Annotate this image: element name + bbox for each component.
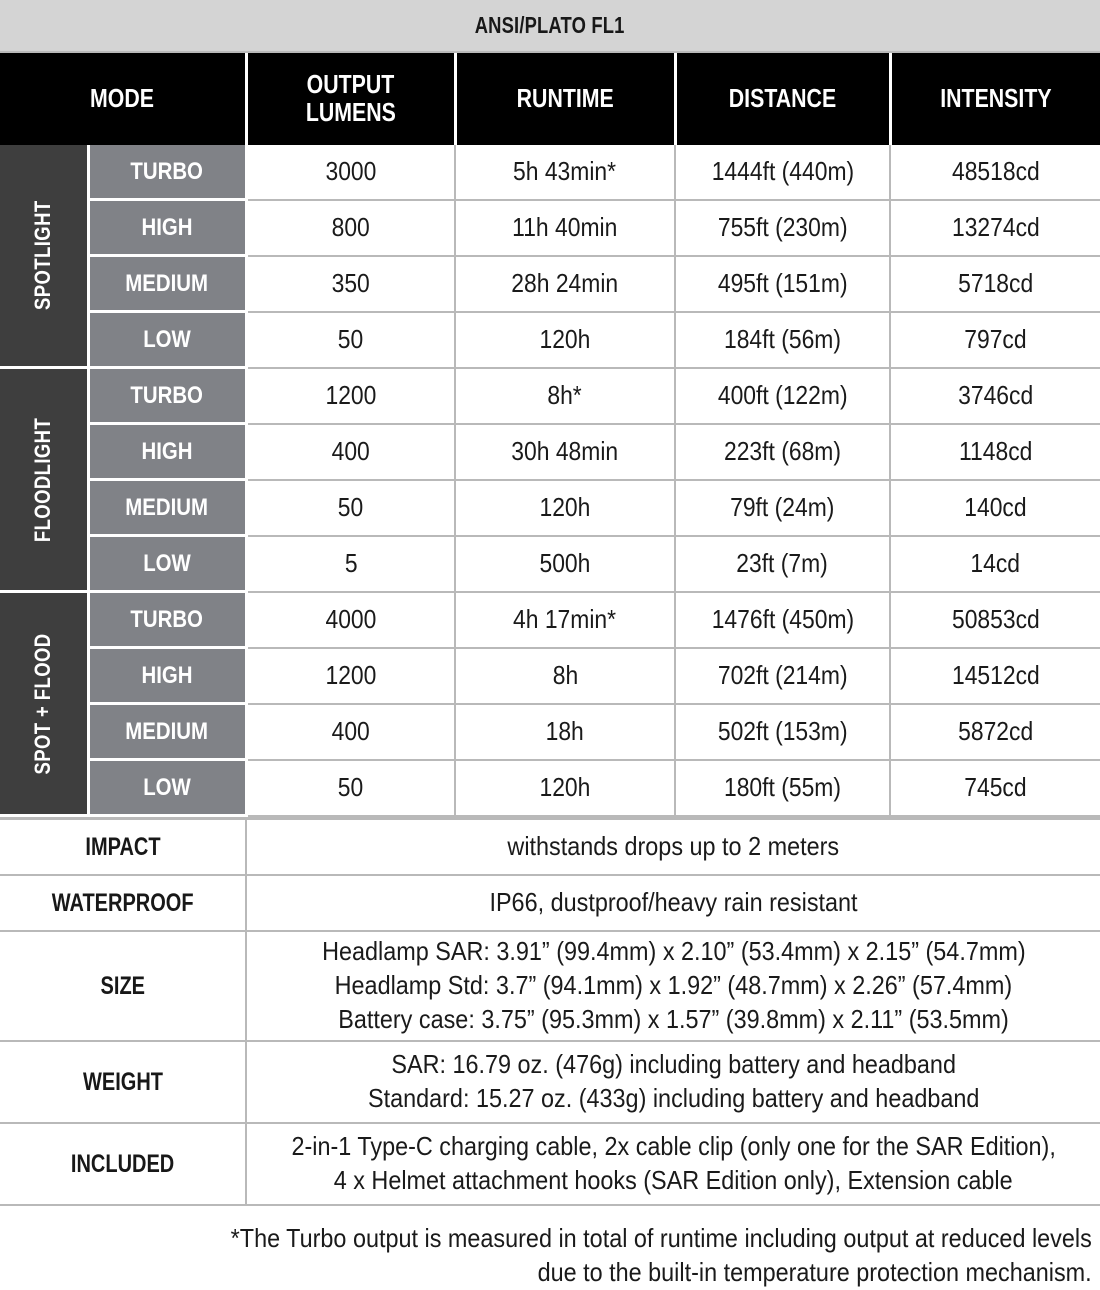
spec-row-included <box>0 1123 1100 1205</box>
table-row <box>0 592 1100 648</box>
table-row <box>0 256 1100 312</box>
footnote <box>0 1206 1100 1290</box>
lumens-cell: 50 <box>246 480 455 536</box>
mode-label: HIGH <box>141 437 193 465</box>
lumens-cell: 5 <box>246 536 455 592</box>
sheet-title-band <box>0 0 1100 53</box>
distance-cell: 184ft (56m) <box>675 312 890 368</box>
table-row <box>0 424 1100 480</box>
column-header-distance <box>675 53 890 145</box>
lumens-cell: 3000 <box>246 145 455 200</box>
mode-cell <box>88 648 246 704</box>
table-row <box>0 200 1100 256</box>
runtime-cell: 8h* <box>455 368 675 424</box>
mode-label: HIGH <box>141 213 193 241</box>
runtime-cell: 120h <box>455 760 675 816</box>
runtime-cell: 120h <box>455 480 675 536</box>
column-header-output-line2: LUMENS <box>305 97 396 127</box>
lumens-cell: 400 <box>246 704 455 760</box>
table-row <box>0 480 1100 536</box>
lumens-cell: 400 <box>246 424 455 480</box>
mode-label: LOW <box>143 549 191 577</box>
lumens-cell: 350 <box>246 256 455 312</box>
mode-cell <box>88 368 246 424</box>
group-label-floodlight <box>0 368 88 592</box>
runtime-cell: 500h <box>455 536 675 592</box>
group-label-text: FLOODLIGHT <box>30 417 56 542</box>
column-header-intensity-label: INTENSITY <box>940 83 1052 114</box>
group-label-text: SPOTLIGHT <box>30 200 56 311</box>
runtime-cell: 30h 48min <box>455 424 675 480</box>
mode-label: LOW <box>143 325 191 353</box>
mode-cell <box>88 200 246 256</box>
spec-label-size: SIZE <box>0 931 246 1041</box>
table-row <box>0 536 1100 592</box>
mode-cell <box>88 704 246 760</box>
column-header-distance-label: DISTANCE <box>728 83 837 114</box>
column-header-mode <box>0 53 246 145</box>
distance-cell: 1444ft (440m) <box>675 145 890 200</box>
intensity-cell: 5872cd <box>890 704 1100 760</box>
group-label-spot-plus-flood <box>0 592 88 816</box>
mode-label: MEDIUM <box>125 493 209 521</box>
lumens-cell: 50 <box>246 312 455 368</box>
mode-label: TURBO <box>130 381 204 409</box>
lumens-cell: 800 <box>246 200 455 256</box>
intensity-cell: 1148cd <box>890 424 1100 480</box>
lumens-cell: 1200 <box>246 648 455 704</box>
mode-cell <box>88 256 246 312</box>
spec-value-weight: SAR: 16.79 oz. (476g) including battery and headband Standard: 15.27 oz. (433g) including battery and headband <box>246 1041 1100 1123</box>
mode-cell <box>88 312 246 368</box>
runtime-cell: 5h 43min* <box>455 145 675 200</box>
column-header-output-line1: OUTPUT <box>306 69 395 100</box>
mode-label: MEDIUM <box>125 269 209 297</box>
distance-cell: 180ft (55m) <box>675 760 890 816</box>
table-row <box>0 760 1100 816</box>
runtime-cell: 8h <box>455 648 675 704</box>
mode-label: TURBO <box>130 605 204 633</box>
mode-cell <box>88 760 246 816</box>
distance-cell: 502ft (153m) <box>675 704 890 760</box>
distance-cell: 223ft (68m) <box>675 424 890 480</box>
group-label-text: SPOT + FLOOD <box>30 632 56 775</box>
distance-cell: 1476ft (450m) <box>675 592 890 648</box>
spec-value-included: 2-in-1 Type-C charging cable, 2x cable clip (only one for the SAR Edition), 4 x Helmet attachment hooks (SAR Edition only), Extension cable <box>246 1123 1100 1205</box>
lumens-cell: 50 <box>246 760 455 816</box>
distance-cell: 79ft (24m) <box>675 480 890 536</box>
spec-value-size: Headlamp SAR: 3.91” (99.4mm) x 2.10” (53.4mm) x 2.15” (54.7mm) Headlamp Std: 3.7” (94.1mm) x 1.92” (48.7mm) x 2.26” (57.4mm) Battery case: 3.75” (95.3mm) x 1.57” (39.8mm) x 2.11” (53.5mm) <box>246 931 1100 1041</box>
mode-cell <box>88 145 246 200</box>
footnote-line-2: due to the built-in temperature protection mechanism. <box>537 1256 1092 1287</box>
footnote-line-1: *The Turbo output is measured in total of runtime including output at reduced levels <box>230 1223 1092 1253</box>
spec-label-impact: IMPACT <box>0 820 246 875</box>
mode-label: MEDIUM <box>125 717 209 745</box>
column-header-runtime <box>455 53 675 145</box>
mode-label: HIGH <box>141 661 193 689</box>
mode-label: LOW <box>143 773 191 801</box>
intensity-cell: 13274cd <box>890 200 1100 256</box>
distance-cell: 23ft (7m) <box>675 536 890 592</box>
runtime-cell: 28h 24min <box>455 256 675 312</box>
column-header-mode-label: MODE <box>90 83 155 114</box>
group-label-spotlight <box>0 145 88 368</box>
intensity-cell: 50853cd <box>890 592 1100 648</box>
intensity-cell: 14cd <box>890 536 1100 592</box>
intensity-cell: 5718cd <box>890 256 1100 312</box>
spec-row-size <box>0 931 1100 1041</box>
table-row <box>0 368 1100 424</box>
intensity-cell: 3746cd <box>890 368 1100 424</box>
spec-value-waterproof: IP66, dustproof/heavy rain resistant <box>246 875 1100 931</box>
mode-cell <box>88 536 246 592</box>
distance-cell: 495ft (151m) <box>675 256 890 312</box>
intensity-cell: 48518cd <box>890 145 1100 200</box>
runtime-cell: 120h <box>455 312 675 368</box>
spec-value-impact: withstands drops up to 2 meters <box>246 820 1100 875</box>
mode-cell <box>88 480 246 536</box>
intensity-cell: 14512cd <box>890 648 1100 704</box>
lumens-cell: 4000 <box>246 592 455 648</box>
spec-table <box>0 53 1100 1206</box>
spec-row-impact <box>0 820 1100 875</box>
table-row <box>0 704 1100 760</box>
spec-row-weight <box>0 1041 1100 1123</box>
spec-label-included: INCLUDED <box>0 1123 246 1205</box>
page-title: ANSI/PLATO FL1 <box>475 12 625 38</box>
intensity-cell: 140cd <box>890 480 1100 536</box>
runtime-cell: 11h 40min <box>455 200 675 256</box>
mode-label: TURBO <box>130 157 204 185</box>
intensity-cell: 745cd <box>890 760 1100 816</box>
mode-cell <box>88 592 246 648</box>
spec-label-weight: WEIGHT <box>0 1041 246 1123</box>
distance-cell: 702ft (214m) <box>675 648 890 704</box>
table-body <box>0 53 1100 1205</box>
runtime-cell: 18h <box>455 704 675 760</box>
table-row <box>0 145 1100 200</box>
distance-cell: 755ft (230m) <box>675 200 890 256</box>
spec-label-waterproof: WATERPROOF <box>0 875 246 931</box>
table-row <box>0 312 1100 368</box>
column-header-runtime-label: RUNTIME <box>516 83 614 114</box>
table-header-row <box>0 53 1100 145</box>
lumens-cell: 1200 <box>246 368 455 424</box>
column-header-output-lumens <box>246 53 455 145</box>
mode-cell <box>88 424 246 480</box>
runtime-cell: 4h 17min* <box>455 592 675 648</box>
distance-cell: 400ft (122m) <box>675 368 890 424</box>
column-header-intensity <box>890 53 1100 145</box>
table-row <box>0 648 1100 704</box>
intensity-cell: 797cd <box>890 312 1100 368</box>
spec-row-waterproof <box>0 875 1100 931</box>
